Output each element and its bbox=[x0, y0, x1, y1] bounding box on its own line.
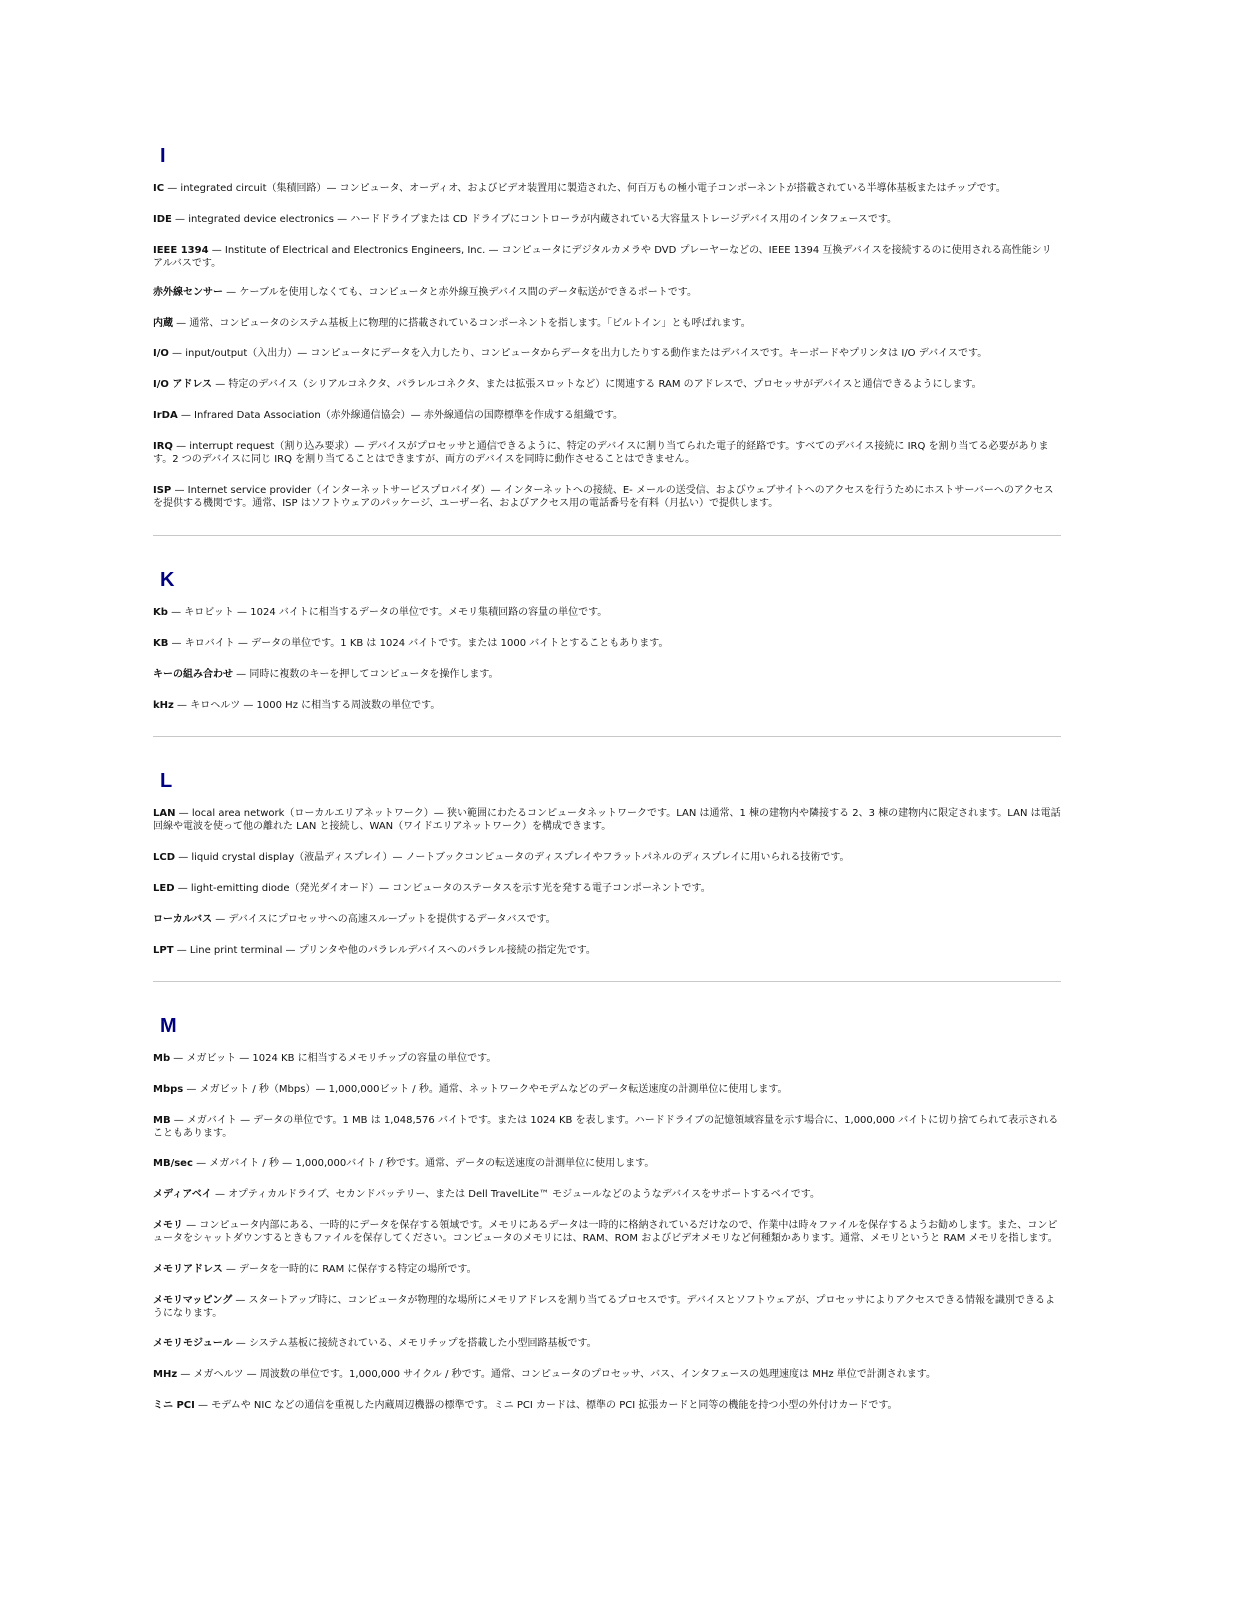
glossary-term: I/O bbox=[153, 348, 169, 359]
glossary-entry bbox=[153, 379, 1061, 392]
glossary-entry bbox=[153, 883, 1061, 896]
glossary-entry bbox=[153, 318, 1061, 331]
glossary-definition: — メガビット / 秒（Mbps）— 1,000,000ビット / 秒。通常、ネットワークやモデムなどのデータ転送速度の計測単位に使用します。 bbox=[183, 1084, 788, 1095]
glossary-definition: — ケーブルを使用しなくても、コンピュータと赤外線互換デバイス間のデータ転送ができるポートです。 bbox=[223, 287, 697, 298]
glossary-term: メモリモジュール bbox=[153, 1338, 233, 1349]
glossary-term: メディアベイ bbox=[153, 1189, 212, 1200]
glossary-term: IRQ bbox=[153, 441, 173, 452]
glossary-definition: — スタートアップ時に、コンピュータが物理的な場所にメモリアドレスを割り当てるプロセスです。デバイスとソフトウェアが、プロセッサによりアクセスできる情報を識別できるようになります。 bbox=[153, 1295, 1056, 1319]
glossary-entry bbox=[153, 1295, 1061, 1320]
glossary-definition: — 通常、コンピュータのシステム基板上に物理的に搭載されているコンポーネントを指します。「ビルトイン」とも呼ばれます。 bbox=[173, 318, 751, 329]
glossary-term: Kb bbox=[153, 607, 168, 618]
section-heading-m: M bbox=[160, 1015, 177, 1037]
glossary-definition: — integrated circuit（集積回路）— コンピュータ、オーディオ、およびビデオ装置用に製造された、何百万もの極小電子コンポーネントが搭載されている半導体基板またはチップです。 bbox=[164, 183, 1006, 194]
glossary-term: ミニ PCI bbox=[153, 1400, 195, 1411]
glossary-entry bbox=[153, 1400, 1061, 1413]
glossary-term: KB bbox=[153, 638, 169, 649]
glossary-entry bbox=[153, 607, 1061, 620]
glossary-entry bbox=[153, 441, 1061, 466]
glossary-entry bbox=[153, 638, 1061, 651]
glossary-term: IDE bbox=[153, 214, 172, 225]
glossary-definition: — キロビット — 1024 バイトに相当するデータの単位です。メモリ集積回路の容量の単位です。 bbox=[167, 607, 608, 618]
glossary-definition: — input/output（入出力）— コンピュータにデータを入力したり、コンピュータからデータを出力したりする動作またはデバイスです。キーボードやプリンタは I/O デバイスです。 bbox=[168, 348, 988, 359]
glossary-term: メモリマッピング bbox=[153, 1295, 233, 1306]
glossary-entry bbox=[153, 410, 1061, 423]
glossary-definition: — Institute of Electrical and Electronics Engineers, Inc. — コンピュータにデジタルカメラや DVD プレーヤーなどの、IEEE 1394 互換デバイスを接続するのに使用される高性能シリアルバスです。 bbox=[153, 245, 1052, 269]
glossary-definition: — メガヘルツ — 周波数の単位です。1,000,000 サイクル / 秒です。通常、コンピュータのプロセッサ、バス、インタフェースの処理速度は MHz 単位で計測されます。 bbox=[177, 1369, 937, 1380]
glossary-term: I/O アドレス bbox=[153, 379, 213, 390]
glossary-term: LPT bbox=[153, 945, 174, 956]
glossary-definition: — local area network（ローカルエリアネットワーク）— 狭い範囲にわたるコンピュータネットワークです。LAN は通常、1 棟の建物内や隣接する 2、3 棟の建物内に限定されます。LAN は電話回線や電波を使って他の離れた LAN と接続し、WAN（ワイドエリアネットワーク）を構成できます。 bbox=[153, 808, 1061, 832]
glossary-definition: — 特定のデバイス（シリアルコネクタ、パラレルコネクタ、または拡張スロットなど）に関連する RAM のアドレスで、プロセッサがデバイスと通信できるようにします。 bbox=[212, 379, 982, 390]
glossary-definition: — light-emitting diode（発光ダイオード）— コンピュータのステータスを示す光を発する電子コンポーネントです。 bbox=[174, 883, 711, 894]
glossary-term: LCD bbox=[153, 852, 176, 863]
glossary-definition: — 同時に複数のキーを押してコンピュータを操作します。 bbox=[233, 669, 499, 680]
glossary-entry bbox=[153, 214, 1061, 227]
glossary-term: MB/sec bbox=[153, 1158, 193, 1169]
glossary-entry bbox=[153, 1158, 1061, 1171]
glossary-term: キーの組み合わせ bbox=[153, 669, 233, 680]
glossary-definition: — integrated device electronics — ハードドライブまたは CD ドライブにコントローラが内蔵されている大容量ストレージデバイス用のインタフェースです。 bbox=[171, 214, 898, 225]
glossary-definition: — システム基板に接続されている、メモリチップを搭載した小型回路基板です。 bbox=[232, 1338, 597, 1349]
glossary-term: IC bbox=[153, 183, 165, 194]
section-divider bbox=[153, 736, 1061, 737]
glossary-entry bbox=[153, 1338, 1061, 1351]
glossary-entry bbox=[153, 1189, 1061, 1202]
glossary-entry bbox=[153, 945, 1061, 958]
glossary-term: IrDA bbox=[153, 410, 178, 421]
glossary-term: メモリアドレス bbox=[153, 1264, 223, 1275]
glossary-term: 内蔵 bbox=[153, 318, 173, 329]
glossary-entry bbox=[153, 1115, 1061, 1140]
glossary-entry bbox=[153, 1220, 1061, 1245]
glossary-definition: — キロバイト — データの単位です。1 KB は 1024 バイトです。または 1000 バイトとすることもあります。 bbox=[168, 638, 669, 649]
glossary-term: LAN bbox=[153, 808, 176, 819]
glossary-entry bbox=[153, 669, 1061, 682]
section-heading-k: K bbox=[160, 569, 175, 591]
glossary-entry bbox=[153, 485, 1061, 510]
glossary-entry bbox=[153, 700, 1061, 713]
glossary-definition: — メガバイト — データの単位です。1 MB は 1,048,576 バイトです。または 1024 KB を表します。ハードドライブの記憶領域容量を示す場合に、1,000,000 バイトに切り捨てられて表示されることもあります。 bbox=[153, 1115, 1059, 1139]
glossary-definition: — Line print terminal — プリンタや他のパラレルデバイスへのパラレル接続の指定先です。 bbox=[173, 945, 596, 956]
section-heading-l: L bbox=[160, 770, 173, 792]
glossary-entry bbox=[153, 1053, 1061, 1066]
glossary-definition: — オプティカルドライブ、セカンドバッテリー、または Dell TravelLite™ モジュールなどのようなデバイスをサポートするベイです。 bbox=[211, 1189, 820, 1200]
glossary-entry bbox=[153, 852, 1061, 865]
glossary-term: kHz bbox=[153, 700, 174, 711]
glossary-term: 赤外線センサー bbox=[153, 287, 223, 298]
section-divider bbox=[153, 981, 1061, 982]
glossary-definition: — メガバイト / 秒 — 1,000,000バイト / 秒です。通常、データの転送速度の計測単位に使用します。 bbox=[192, 1158, 655, 1169]
glossary-definition: — Internet service provider（インターネットサービスプロバイダ）— インターネットへの接続、E- メールの送受信、およびウェブサイトへのアクセスを行うためにホストサーバーへのアクセスを提供する機関です。通常、ISP はソフトウェアのパッケージ、ユーザー名、およびアクセス用の電話番号を有料（月払い）で提供します。 bbox=[153, 485, 1054, 509]
glossary-entry bbox=[153, 1084, 1061, 1097]
glossary-term: メモリ bbox=[153, 1220, 183, 1231]
glossary-term: Mb bbox=[153, 1053, 171, 1064]
glossary-definition: — コンピュータ内部にある、一時的にデータを保存する領域です。メモリにあるデータは一時的に格納されているだけなので、作業中は時々ファイルを保存するようお勧めします。また、コンピュータをシャットダウンするときもファイルを保存してください。コンピュータのメモリには、RAM、ROM およびビデオメモリなど何種類かあります。通常、メモリというと RAM メモリを指します。 bbox=[153, 1220, 1058, 1244]
glossary-definition: — メガビット — 1024 KB に相当するメモリチップの容量の単位です。 bbox=[170, 1053, 497, 1064]
section-divider bbox=[153, 535, 1061, 536]
section-heading-i: I bbox=[160, 145, 166, 167]
glossary-definition: — interrupt request（割り込み要求）— デバイスがプロセッサと通信できるように、特定のデバイスに割り当てられた電子的経路です。すべてのデバイス接続に IRQ を割り当てる必要があります。2 つのデバイスに同じ IRQ を割り当てることはできますが、両方のデバイスを同時に動作させることはできません。 bbox=[153, 441, 1049, 465]
glossary-term: ISP bbox=[153, 485, 172, 496]
glossary-term: MHz bbox=[153, 1369, 178, 1380]
glossary-definition: — liquid crystal display（液晶ディスプレイ）— ノートブックコンピュータのディスプレイやフラットパネルのディスプレイに用いられる技術です。 bbox=[175, 852, 850, 863]
glossary-entry bbox=[153, 1369, 1061, 1382]
glossary-entry bbox=[153, 1264, 1061, 1277]
glossary-entry bbox=[153, 914, 1061, 927]
glossary-term: IEEE 1394 bbox=[153, 245, 209, 256]
glossary-term: ローカルバス bbox=[153, 914, 213, 925]
glossary-definition: — Infrared Data Association（赤外線通信協会）— 赤外線通信の国際標準を作成する組織です。 bbox=[177, 410, 624, 421]
glossary-definition: — デバイスにプロセッサへの高速スループットを提供するデータバスです。 bbox=[212, 914, 556, 925]
glossary-definition: — データを一時的に RAM に保存する特定の場所です。 bbox=[222, 1264, 477, 1275]
glossary-entry bbox=[153, 245, 1061, 270]
glossary-entry bbox=[153, 808, 1061, 833]
glossary-definition: — モデムや NIC などの通信を重視した内蔵周辺機器の標準です。ミニ PCI カードは、標準の PCI 拡張カードと同等の機能を持つ小型の外付けカードです。 bbox=[194, 1400, 898, 1411]
glossary-entry bbox=[153, 348, 1061, 361]
glossary-term: MB bbox=[153, 1115, 171, 1126]
glossary-term: Mbps bbox=[153, 1084, 184, 1095]
glossary-definition: — キロヘルツ — 1000 Hz に相当する周波数の単位です。 bbox=[173, 700, 441, 711]
glossary-entry bbox=[153, 287, 1061, 300]
glossary-term: LED bbox=[153, 883, 175, 894]
glossary-entry bbox=[153, 183, 1061, 196]
